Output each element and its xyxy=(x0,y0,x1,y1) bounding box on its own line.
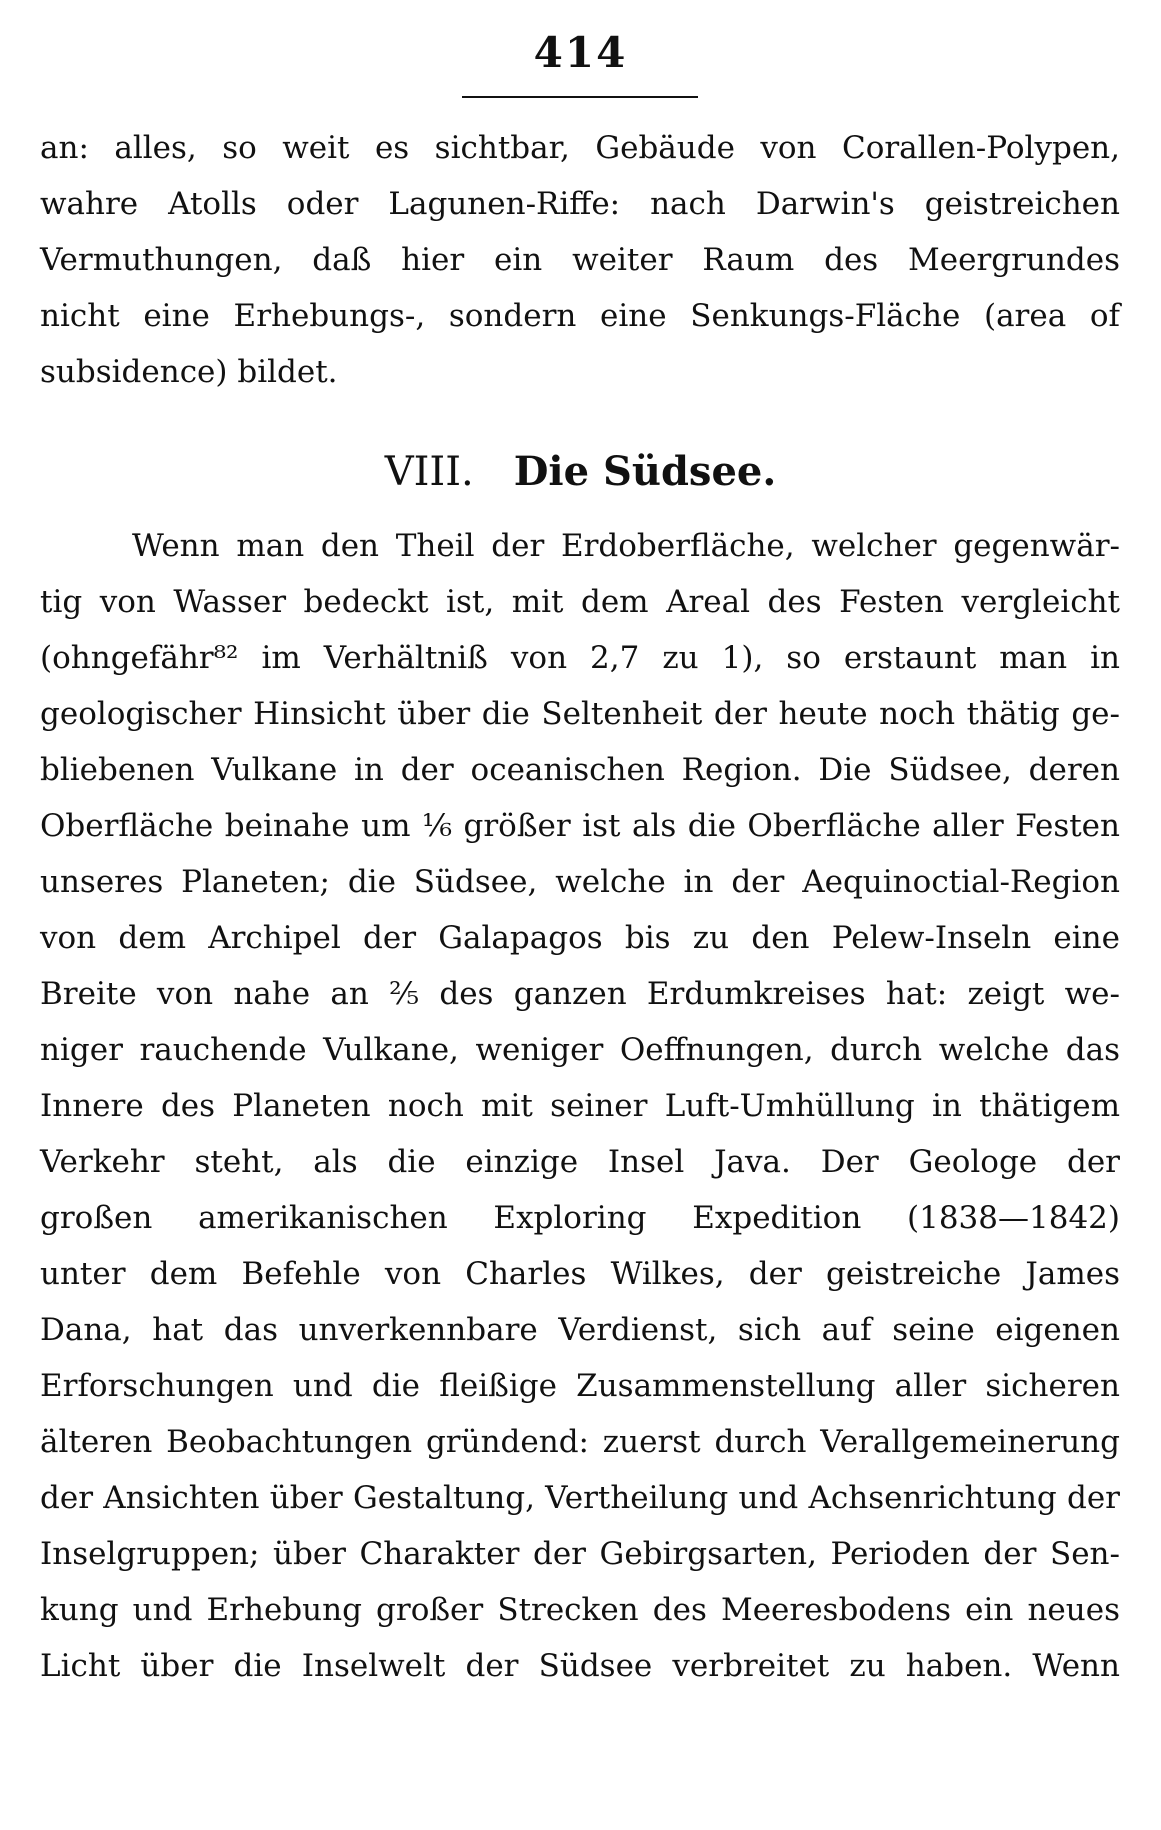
text-line: bliebenen Vulkane in der oceanischen Region. Die Südsee, deren xyxy=(40,752,1120,788)
text-line: tig von Wasser bedeckt ist, mit dem Areal des Festen vergleicht xyxy=(40,584,1120,620)
intro-paragraph xyxy=(40,120,1120,400)
text-line: subsidence) bildet. xyxy=(40,354,338,390)
text-line: großen amerikanischen Exploring Expedition (1838—1842) xyxy=(40,1200,1120,1236)
text-line: kung und Erhebung großer Strecken des Meeresbodens ein neues xyxy=(40,1592,1120,1628)
text-line: niger rauchende Vulkane, weniger Oeffnungen, durch welche das xyxy=(40,1032,1120,1068)
section-heading xyxy=(0,448,1161,495)
text-line: Vermuthungen, daß hier ein weiter Raum des Meergrundes xyxy=(40,242,1120,278)
body-paragraph xyxy=(40,518,1120,1694)
text-line: (ohngefähr⁸² im Verhältniß von 2,7 zu 1), so erstaunt man in xyxy=(40,640,1120,676)
text-line: geologischer Hinsicht über die Seltenheit der heute noch thätig ge- xyxy=(40,696,1120,732)
text-line: der Ansichten über Gestaltung, Vertheilung und Achsenrichtung der xyxy=(40,1480,1120,1516)
header-rule xyxy=(462,96,698,98)
text-line: unter dem Befehle von Charles Wilkes, der geistreiche James xyxy=(40,1256,1120,1292)
section-title: Die Südsee. xyxy=(513,448,777,495)
text-line: Erforschungen und die fleißige Zusammenstellung aller sicheren xyxy=(40,1368,1120,1404)
text-line: Verkehr steht, als die einzige Insel Java. Der Geologe der xyxy=(40,1144,1120,1180)
text-line: an: alles, so weit es sichtbar, Gebäude von Corallen-Polypen, xyxy=(40,130,1120,166)
section-number: VIII. xyxy=(384,449,474,495)
text-line: Wenn man den Theil der Erdoberfläche, welcher gegenwär- xyxy=(132,528,1120,564)
text-line: Innere des Planeten noch mit seiner Luft-Umhüllung in thätigem xyxy=(40,1088,1120,1124)
text-line: unseres Planeten; die Südsee, welche in der Aequinoctial-Region xyxy=(40,864,1120,900)
text-line: Dana, hat das unverkennbare Verdienst, sich auf seine eigenen xyxy=(40,1312,1120,1348)
text-line: Inselgruppen; über Charakter der Gebirgsarten, Perioden der Sen- xyxy=(40,1536,1120,1572)
text-line: älteren Beobachtungen gründend: zuerst durch Verallgemeinerung xyxy=(40,1424,1120,1460)
text-line: von dem Archipel der Galapagos bis zu den Pelew-Inseln eine xyxy=(40,920,1120,956)
text-line: Licht über die Inselwelt der Südsee verbreitet zu haben. Wenn xyxy=(40,1648,1120,1684)
text-line: wahre Atolls oder Lagunen-Riffe: nach Darwin's geistreichen xyxy=(40,186,1120,222)
text-line: Breite von nahe an ²⁄₅ des ganzen Erdumkreises hat: zeigt we- xyxy=(40,976,1120,1012)
page-number: 414 xyxy=(533,28,628,77)
text-line: nicht eine Erhebungs-, sondern eine Senkungs-Fläche (area of xyxy=(40,298,1120,334)
text-line: Oberfläche beinahe um ¹⁄₆ größer ist als die Oberfläche aller Festen xyxy=(40,808,1120,844)
